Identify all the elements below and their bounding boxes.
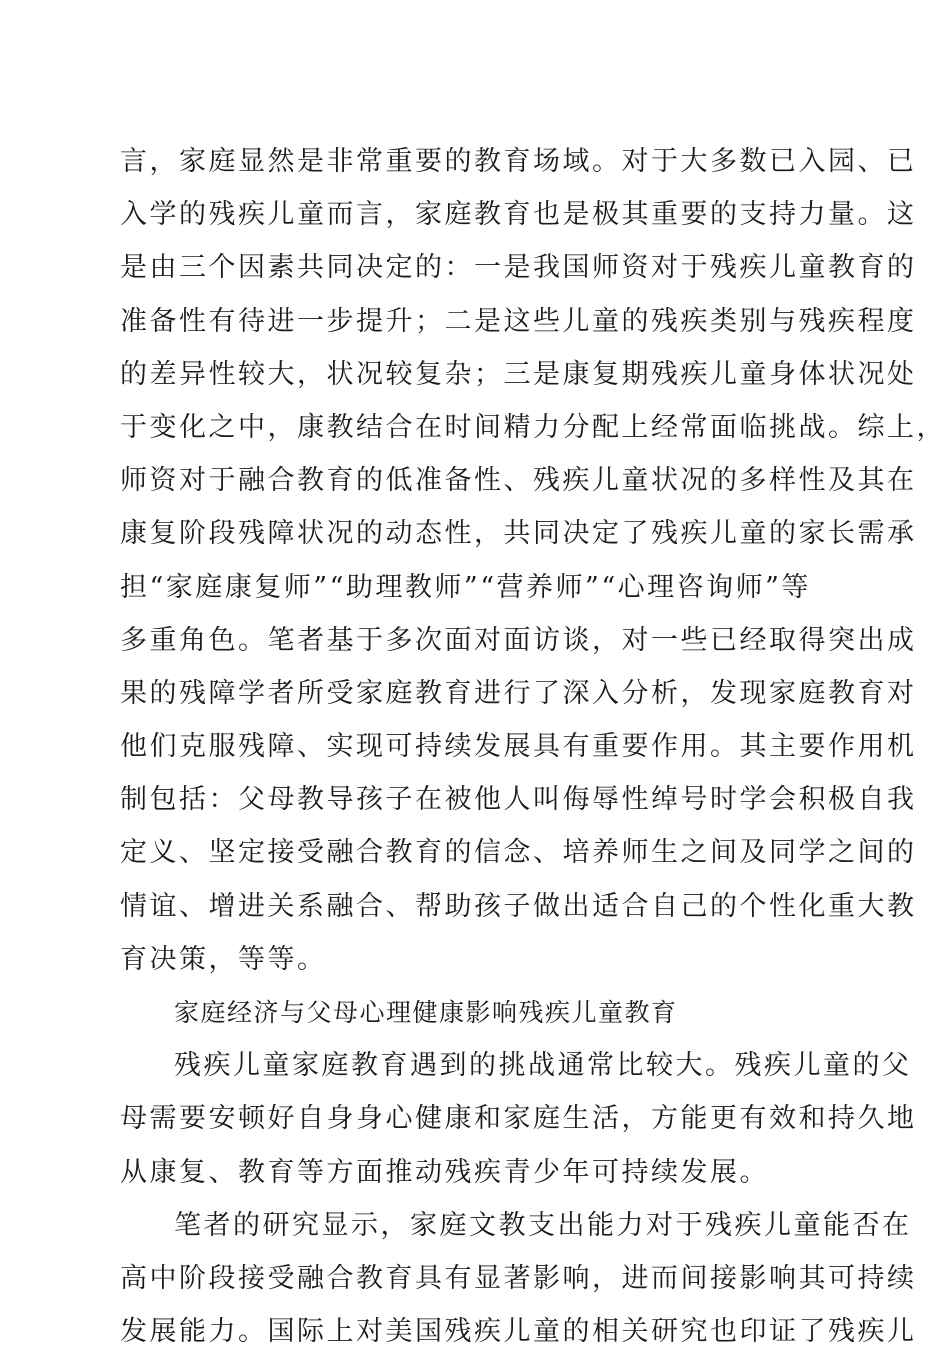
text-line: 残疾儿童家庭教育遇到的挑战通常比较大。残疾儿童的父	[174, 1050, 912, 1082]
document-body	[120, 135, 946, 1358]
text-line: 果的残障学者所受家庭教育进行了深入分析，发现家庭教育对	[120, 677, 917, 709]
text-line: 育决策，等等。	[120, 943, 327, 975]
text-line: 康复阶段残障状况的动态性，共同决定了残疾儿童的家长需承	[120, 518, 917, 550]
text-line: 他们克服残障、实现可持续发展具有重要作用。其主要作用机	[120, 731, 917, 763]
text-line: 高中阶段接受融合教育具有显著影响，进而间接影响其可持续	[120, 1262, 917, 1294]
text-line: 准备性有待进一步提升；二是这些儿童的残疾类别与残疾程度	[120, 305, 917, 337]
text-line: 师资对于融合教育的低准备性、残疾儿童状况的多样性及其在	[120, 465, 917, 497]
text-line: 是由三个因素共同决定的：一是我国师资对于残疾儿童教育的	[120, 252, 917, 284]
text-line: 的差异性较大，状况较复杂；三是康复期残疾儿童身体状况处	[120, 358, 917, 390]
text-line: 入学的残疾儿童而言，家庭教育也是极其重要的支持力量。这	[120, 199, 917, 231]
paragraph-1	[120, 135, 946, 986]
text-line: 担“家庭康复师”“助理教师”“营养师”“心理咨询师”等	[120, 571, 811, 603]
text-line: 母需要安顿好自身身心健康和家庭生活，方能更有效和持久地	[120, 1103, 917, 1135]
section-heading: 家庭经济与父母心理健康影响残疾儿童教育	[174, 998, 678, 1027]
text-line: 从康复、教育等方面推动残疾青少年可持续发展。	[120, 1156, 769, 1188]
text-line: 发展能力。国际上对美国残疾儿童的相关研究也印证了残疾儿	[120, 1316, 917, 1348]
text-line: 笔者的研究显示，家庭文教支出能力对于残疾儿童能否在	[174, 1209, 912, 1241]
paragraph-2	[120, 1039, 917, 1199]
text-line: 多重角色。笔者基于多次面对面访谈，对一些已经取得突出成	[120, 624, 917, 656]
paragraph-3	[120, 1199, 917, 1358]
text-line: 言，家庭显然是非常重要的教育场域。对于大多数已入园、已	[120, 146, 917, 177]
text-line: 制包括：父母教导孩子在被他人叫侮辱性绰号时学会积极自我	[120, 784, 917, 816]
text-line: 于变化之中，康教结合在时间精力分配上经常面临挑战。综上，	[120, 411, 946, 443]
text-line: 定义、坚定接受融合教育的信念、培养师生之间及同学之间的	[120, 837, 917, 869]
text-line: 情谊、增进关系融合、帮助孩子做出适合自己的个性化重大教	[120, 890, 917, 922]
